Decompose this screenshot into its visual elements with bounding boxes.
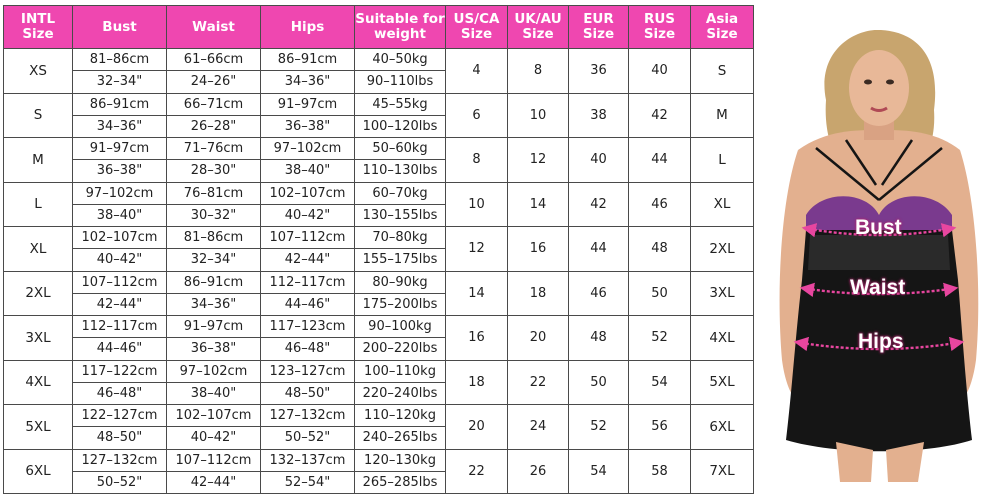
face — [849, 50, 909, 126]
intl-size-cell: S — [4, 93, 73, 138]
waist-label: Waist — [850, 276, 906, 299]
us-ca-size-cell: 16 — [446, 316, 508, 361]
us-ca-size-cell: 20 — [446, 405, 508, 450]
waist-inch-cell: 38–40" — [167, 382, 261, 404]
asia-size-cell: 2XL — [691, 227, 754, 272]
hips-cm-cell: 132–137cm — [261, 449, 355, 471]
hips-cm-cell: 107–112cm — [261, 227, 355, 249]
weight-kg-cell: 110–120kg — [355, 405, 446, 427]
intl-size-cell: 2XL — [4, 271, 73, 316]
model-figure — [776, 30, 982, 482]
hips-cm-cell: 102–107cm — [261, 182, 355, 204]
weight-kg-cell: 100–110kg — [355, 360, 446, 382]
weight-lbs-cell: 90–110lbs — [355, 71, 446, 93]
header-intl-size: INTL Size — [4, 6, 73, 49]
header-eur-size: EUR Size — [569, 6, 629, 49]
bust-inch-cell: 38–40" — [73, 204, 167, 226]
us-ca-size-cell: 22 — [446, 449, 508, 494]
size-row — [4, 449, 754, 471]
uk-au-size-cell: 16 — [508, 227, 569, 272]
waist-inch-cell: 36–38" — [167, 338, 261, 360]
bust-inch-cell: 44–46" — [73, 338, 167, 360]
eur-size-cell: 50 — [569, 360, 629, 405]
waist-inch-cell: 34–36" — [167, 293, 261, 315]
bust-cm-cell: 91–97cm — [73, 138, 167, 160]
eur-size-cell: 48 — [569, 316, 629, 361]
bust-inch-cell: 42–44" — [73, 293, 167, 315]
intl-size-cell: 3XL — [4, 316, 73, 361]
us-ca-size-cell: 18 — [446, 360, 508, 405]
waist-cm-cell: 102–107cm — [167, 405, 261, 427]
waist-inch-cell: 24–26" — [167, 71, 261, 93]
header-us-ca-size: US/CA Size — [446, 6, 508, 49]
waist-cm-cell: 86–91cm — [167, 271, 261, 293]
uk-au-size-cell: 24 — [508, 405, 569, 450]
header-row — [4, 6, 754, 49]
hips-inch-cell: 48–50" — [261, 382, 355, 404]
hips-inch-cell: 44–46" — [261, 293, 355, 315]
eur-size-cell: 52 — [569, 405, 629, 450]
header-bust: Bust — [73, 6, 167, 49]
eur-size-cell: 44 — [569, 227, 629, 272]
bust-cm-cell: 102–107cm — [73, 227, 167, 249]
intl-size-cell: XS — [4, 49, 73, 94]
weight-lbs-cell: 110–130lbs — [355, 160, 446, 182]
weight-lbs-cell: 220–240lbs — [355, 382, 446, 404]
uk-au-size-cell: 26 — [508, 449, 569, 494]
weight-lbs-cell: 175–200lbs — [355, 293, 446, 315]
rus-size-cell: 54 — [629, 360, 691, 405]
asia-size-cell: 3XL — [691, 271, 754, 316]
rus-size-cell: 42 — [629, 93, 691, 138]
waist-inch-cell: 40–42" — [167, 427, 261, 449]
asia-size-cell: 7XL — [691, 449, 754, 494]
size-row — [4, 182, 754, 204]
uk-au-size-cell: 10 — [508, 93, 569, 138]
waist-inch-cell: 32–34" — [167, 249, 261, 271]
hips-cm-cell: 123–127cm — [261, 360, 355, 382]
hips-cm-cell: 86–91cm — [261, 49, 355, 71]
rus-size-cell: 44 — [629, 138, 691, 183]
header-waist: Waist — [167, 6, 261, 49]
uk-au-size-cell: 18 — [508, 271, 569, 316]
asia-size-cell: XL — [691, 182, 754, 227]
size-row — [4, 360, 754, 382]
us-ca-size-cell: 14 — [446, 271, 508, 316]
waist-cm-cell: 97–102cm — [167, 360, 261, 382]
size-row — [4, 271, 754, 293]
bust-cm-cell: 86–91cm — [73, 93, 167, 115]
weight-lbs-cell: 130–155lbs — [355, 204, 446, 226]
eur-size-cell: 46 — [569, 271, 629, 316]
waist-cm-cell: 107–112cm — [167, 449, 261, 471]
header-rus-size: RUS Size — [629, 6, 691, 49]
bust-cm-cell: 81–86cm — [73, 49, 167, 71]
size-chart-table — [3, 5, 754, 494]
intl-size-cell: 5XL — [4, 405, 73, 450]
waist-cm-cell: 71–76cm — [167, 138, 261, 160]
waist-inch-cell: 42–44" — [167, 471, 261, 493]
hips-inch-cell: 40–42" — [261, 204, 355, 226]
bust-inch-cell: 32–34" — [73, 71, 167, 93]
us-ca-size-cell: 4 — [446, 49, 508, 94]
us-ca-size-cell: 8 — [446, 138, 508, 183]
bust-inch-cell: 40–42" — [73, 249, 167, 271]
bust-inch-cell: 50–52" — [73, 471, 167, 493]
us-ca-size-cell: 10 — [446, 182, 508, 227]
hips-inch-cell: 36–38" — [261, 115, 355, 137]
rus-size-cell: 58 — [629, 449, 691, 494]
waist-cm-cell: 76–81cm — [167, 182, 261, 204]
eur-size-cell: 40 — [569, 138, 629, 183]
weight-kg-cell: 45–55kg — [355, 93, 446, 115]
hips-cm-cell: 127–132cm — [261, 405, 355, 427]
size-row — [4, 49, 754, 71]
waist-inch-cell: 26–28" — [167, 115, 261, 137]
bust-inch-cell: 36–38" — [73, 160, 167, 182]
size-row — [4, 316, 754, 338]
rus-size-cell: 52 — [629, 316, 691, 361]
intl-size-cell: XL — [4, 227, 73, 272]
waist-cm-cell: 66–71cm — [167, 93, 261, 115]
size-row — [4, 405, 754, 427]
us-ca-size-cell: 6 — [446, 93, 508, 138]
intl-size-cell: 6XL — [4, 449, 73, 494]
hips-inch-cell: 38–40" — [261, 160, 355, 182]
weight-lbs-cell: 200–220lbs — [355, 338, 446, 360]
hips-cm-cell: 97–102cm — [261, 138, 355, 160]
eur-size-cell: 38 — [569, 93, 629, 138]
hips-cm-cell: 91–97cm — [261, 93, 355, 115]
size-row — [4, 93, 754, 115]
eur-size-cell: 42 — [569, 182, 629, 227]
asia-size-cell: 4XL — [691, 316, 754, 361]
waist-cm-cell: 61–66cm — [167, 49, 261, 71]
waist-inch-cell: 28–30" — [167, 160, 261, 182]
rus-size-cell: 48 — [629, 227, 691, 272]
header-weight: Suitable for weight — [355, 6, 446, 49]
asia-size-cell: M — [691, 93, 754, 138]
rus-size-cell: 50 — [629, 271, 691, 316]
bust-label: Bust — [855, 216, 902, 239]
waist-inch-cell: 30–32" — [167, 204, 261, 226]
bust-cm-cell: 117–122cm — [73, 360, 167, 382]
bust-cm-cell: 122–127cm — [73, 405, 167, 427]
intl-size-cell: M — [4, 138, 73, 183]
weight-lbs-cell: 240–265lbs — [355, 427, 446, 449]
bust-cm-cell: 97–102cm — [73, 182, 167, 204]
bust-inch-cell: 46–48" — [73, 382, 167, 404]
eur-size-cell: 54 — [569, 449, 629, 494]
rus-size-cell: 46 — [629, 182, 691, 227]
weight-kg-cell: 70–80kg — [355, 227, 446, 249]
bust-cm-cell: 107–112cm — [73, 271, 167, 293]
weight-kg-cell: 60–70kg — [355, 182, 446, 204]
weight-lbs-cell: 100–120lbs — [355, 115, 446, 137]
hips-inch-cell: 52–54" — [261, 471, 355, 493]
waist-cm-cell: 81–86cm — [167, 227, 261, 249]
header-hips: Hips — [261, 6, 355, 49]
hips-inch-cell: 50–52" — [261, 427, 355, 449]
uk-au-size-cell: 8 — [508, 49, 569, 94]
uk-au-size-cell: 22 — [508, 360, 569, 405]
weight-kg-cell: 50–60kg — [355, 138, 446, 160]
size-row — [4, 138, 754, 160]
waist-cm-cell: 91–97cm — [167, 316, 261, 338]
asia-size-cell: L — [691, 138, 754, 183]
hips-inch-cell: 34–36" — [261, 71, 355, 93]
asia-size-cell: 6XL — [691, 405, 754, 450]
header-uk-au-size: UK/AU Size — [508, 6, 569, 49]
hips-cm-cell: 117–123cm — [261, 316, 355, 338]
bust-inch-cell: 48–50" — [73, 427, 167, 449]
eur-size-cell: 36 — [569, 49, 629, 94]
us-ca-size-cell: 12 — [446, 227, 508, 272]
hips-inch-cell: 46–48" — [261, 338, 355, 360]
hips-inch-cell: 42–44" — [261, 249, 355, 271]
asia-size-cell: S — [691, 49, 754, 94]
hips-label: Hips — [858, 330, 904, 353]
uk-au-size-cell: 12 — [508, 138, 569, 183]
uk-au-size-cell: 14 — [508, 182, 569, 227]
weight-kg-cell: 90–100kg — [355, 316, 446, 338]
weight-kg-cell: 80–90kg — [355, 271, 446, 293]
rus-size-cell: 40 — [629, 49, 691, 94]
uk-au-size-cell: 20 — [508, 316, 569, 361]
intl-size-cell: 4XL — [4, 360, 73, 405]
weight-lbs-cell: 155–175lbs — [355, 249, 446, 271]
header-asia-size: Asia Size — [691, 6, 754, 49]
bust-cm-cell: 112–117cm — [73, 316, 167, 338]
weight-kg-cell: 120–130kg — [355, 449, 446, 471]
bust-inch-cell: 34–36" — [73, 115, 167, 137]
size-row — [4, 227, 754, 249]
weight-lbs-cell: 265–285lbs — [355, 471, 446, 493]
asia-size-cell: 5XL — [691, 360, 754, 405]
intl-size-cell: L — [4, 182, 73, 227]
rus-size-cell: 56 — [629, 405, 691, 450]
weight-kg-cell: 40–50kg — [355, 49, 446, 71]
hips-cm-cell: 112–117cm — [261, 271, 355, 293]
bust-cm-cell: 127–132cm — [73, 449, 167, 471]
